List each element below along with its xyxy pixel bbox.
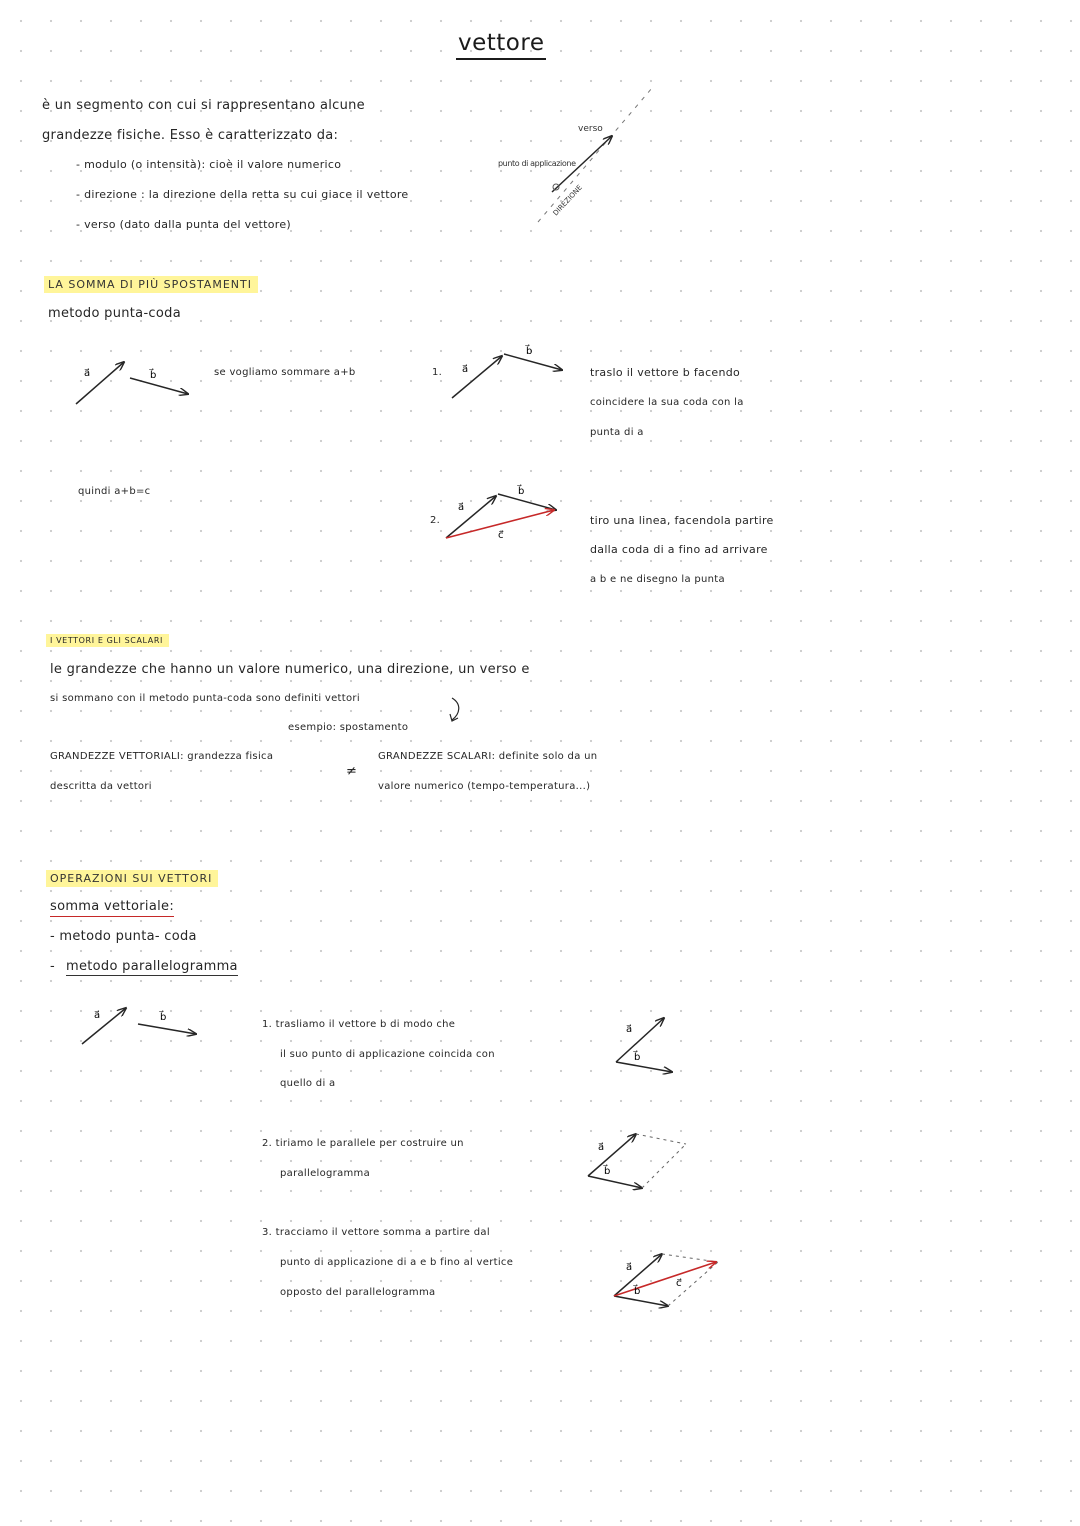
label-a: a⃗ xyxy=(598,1142,605,1153)
step-2-line-3: a b e ne disegno la punta xyxy=(590,574,725,585)
label-a: a⃗ xyxy=(626,1024,633,1035)
direction-line-dashed xyxy=(538,88,652,222)
parallelogram-step-1-diagram xyxy=(608,1010,688,1080)
section-heading-sum: LA SOMMA DI PIÙ SPOSTAMENTI xyxy=(44,276,258,293)
parallelogram-step-3-line-2: punto di applicazione di a e b fino al vertice xyxy=(280,1257,514,1268)
method-parallelogram-dash: - xyxy=(50,959,55,974)
text-want-sum: se vogliamo sommare a+b xyxy=(214,367,356,378)
parallelogram-step-1-line-1: 1. trasliamo il vettore b di modo che xyxy=(262,1019,456,1030)
label-b: b⃗ xyxy=(604,1166,611,1177)
vectorial-quantities-line-1: GRANDEZZE VETTORIALI: grandezza fisica xyxy=(50,751,274,762)
step-2-number: 2. xyxy=(430,515,441,526)
label-a: a⃗ xyxy=(84,368,91,379)
method-parallelogram-item: metodo parallelogramma xyxy=(66,959,238,974)
head-tail-step-2-diagram xyxy=(442,484,572,544)
step-1-number: 1. xyxy=(432,367,443,378)
curved-arrow xyxy=(446,696,476,726)
label-b: b⃗ xyxy=(634,1286,641,1297)
parallelogram-step-1-line-2: il suo punto di applicazione coincida con xyxy=(280,1049,495,1060)
section-heading-operations: OPERAZIONI SUI VETTORI xyxy=(46,870,218,887)
step-2-line-2: dalla coda di a fino ad arrivare xyxy=(590,543,768,556)
label-b: b⃗ xyxy=(518,486,525,497)
label-b: b⃗ xyxy=(526,346,533,357)
label-direzione: DIREZIONE xyxy=(551,183,584,218)
parallelogram-step-1-line-3: quello di a xyxy=(280,1078,336,1089)
definition-item-direzione: - direzione : la direzione della retta su cui giace il vettore xyxy=(76,188,409,201)
parallelogram-step-2-diagram xyxy=(580,1126,690,1196)
label-b: b⃗ xyxy=(634,1052,641,1063)
parallelogram-step-3-line-3: opposto del parallelogramma xyxy=(280,1287,436,1298)
vectors-scalars-line-2: si sommano con il metodo punta-coda sono definiti vettori xyxy=(50,693,360,704)
label-c: c⃗ xyxy=(676,1278,682,1289)
parallelogram-step-3-line-1: 3. tracciamo il vettore somma a partire dal xyxy=(262,1227,490,1238)
section-heading-vectors-scalars: I VETTORI E GLI SCALARI xyxy=(46,634,169,647)
step-1-line-2: coincidere la sua coda con la xyxy=(590,397,744,408)
label-verso: verso xyxy=(578,124,603,134)
vector-sum-title: somma vettoriale: xyxy=(50,899,174,917)
vectorial-quantities-line-2: descritta da vettori xyxy=(50,781,152,792)
label-b: b⃗ xyxy=(160,1012,167,1023)
definition-item-verso: - verso (dato dalla punta del vettore) xyxy=(76,218,292,231)
vectors-a-b-parallelogram-start xyxy=(76,1004,216,1064)
vector-anatomy-diagram xyxy=(490,80,670,230)
vectors-a-b-separate xyxy=(70,356,210,416)
label-b: b⃗ xyxy=(150,370,157,381)
example-text: esempio: spostamento xyxy=(288,722,409,733)
definition-item-modulo: - modulo (o intensità): cioè il valore numerico xyxy=(76,158,342,171)
label-punto-applicazione: punto di applicazione xyxy=(498,159,576,168)
scalar-quantities-line-1: GRANDEZZE SCALARI: definite solo da un xyxy=(378,751,598,762)
head-tail-step-1-diagram xyxy=(446,344,576,404)
vectors-scalars-line-1: le grandezze che hanno un valore numerico, una direzione, un verso e xyxy=(50,662,530,677)
definition-line-2: grandezze fisiche. Esso è caratterizzato da: xyxy=(42,128,339,143)
label-a: a⃗ xyxy=(94,1010,101,1021)
label-c: c⃗ xyxy=(498,530,504,541)
step-1-line-3: punta di a xyxy=(590,427,644,438)
parallelogram-step-2-line-1: 2. tiriamo le parallele per costruire un xyxy=(262,1138,464,1149)
method-head-tail-item: - metodo punta- coda xyxy=(50,929,197,944)
text-therefore: quindi a+b=c xyxy=(78,486,151,497)
step-2-line-1: tiro una linea, facendola partire xyxy=(590,514,774,527)
label-a: a⃗ xyxy=(626,1262,633,1273)
label-a: a⃗ xyxy=(458,502,465,513)
scalar-quantities-line-2: valore numerico (tempo-temperatura...) xyxy=(378,781,591,792)
page-title: vettore xyxy=(456,30,546,60)
parallelogram-step-3-diagram xyxy=(606,1242,736,1312)
not-equal-sign: ≠ xyxy=(346,764,358,779)
definition-line-1: è un segmento con cui si rappresentano alcune xyxy=(42,98,365,113)
step-1-line-1: traslo il vettore b facendo xyxy=(590,366,741,379)
method-head-tail: metodo punta-coda xyxy=(48,306,181,321)
parallelogram-step-2-line-2: parallelogramma xyxy=(280,1168,371,1179)
label-a: a⃗ xyxy=(462,364,469,375)
